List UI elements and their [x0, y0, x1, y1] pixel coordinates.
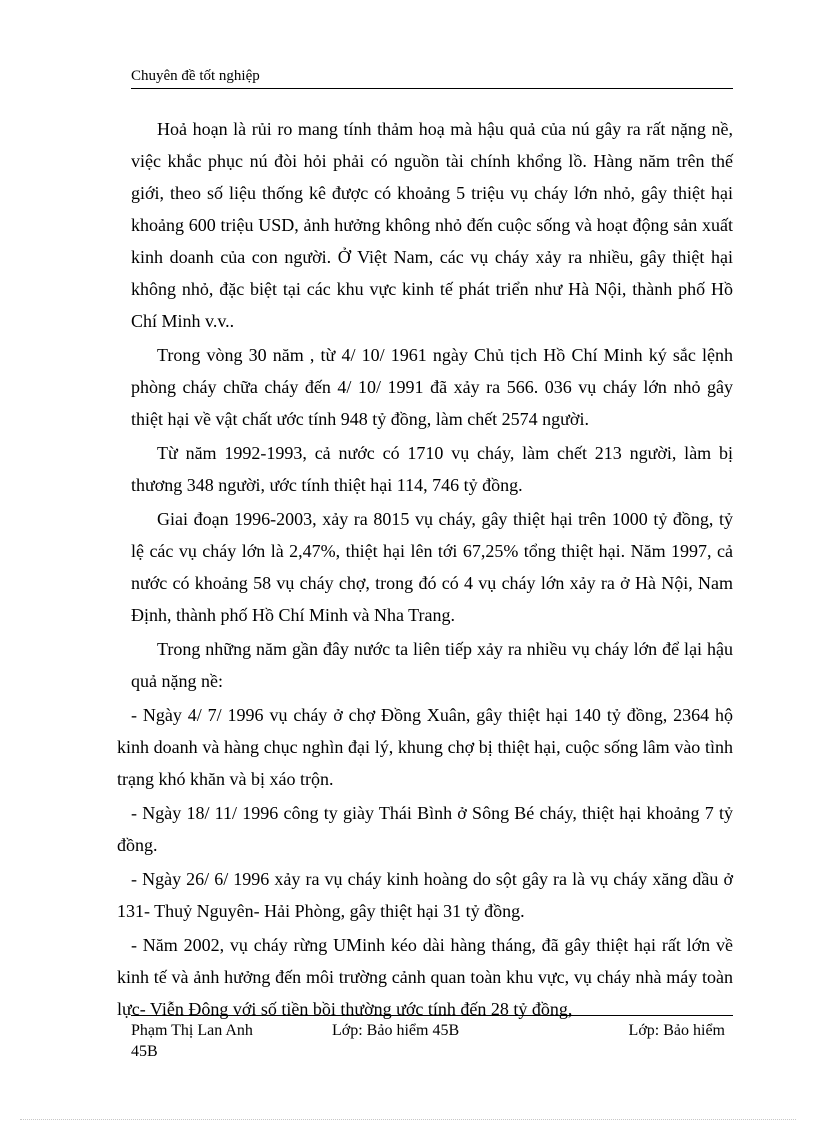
header-title: Chuyên đề tốt nghiệp: [131, 68, 260, 84]
page-boundary: [20, 1119, 796, 1120]
footer-class-continued: 45B: [131, 1043, 158, 1060]
paragraph: Giai đoạn 1996-2003, xảy ra 8015 vụ cháy, gây thiệt hại trên 1000 tỷ đồng, tỷ lệ các vụ cháy lớn là 2,47%, thiệt hại lên tới 67,25% tổng thiệt hại. Năm 1997, cả nước có khoảng 58 vụ cháy chợ, trong đó có 4 vụ cháy lớn xảy ra ở Hà Nội, Nam Định, thành phố Hồ Chí Minh và Nha Trang.: [131, 509, 733, 625]
footer-class: Lớp: Bảo hiểm 45B: [332, 1022, 460, 1039]
list-item: - Năm 2002, vụ cháy rừng UMinh kéo dài hàng tháng, đã gây thiệt hại rất lớn về kinh tế và ảnh hưởng đến môi trường cảnh quan toàn khu vực, vụ cháy nhà máy toàn lực- Viễn Đông với số tiền bồi thường ước tính đến 28 tỷ đồng,: [117, 935, 733, 1019]
list-item: - Ngày 4/ 7/ 1996 vụ cháy ở chợ Đồng Xuân, gây thiệt hại 140 tỷ đồng, 2364 hộ kinh doanh và hàng chục nghìn đại lý, khung chợ bị thiệt hại, cuộc sống lâm vào tình trạng khó khăn và bị xáo trộn.: [117, 705, 733, 789]
paragraph: Trong vòng 30 năm , từ 4/ 10/ 1961 ngày Chủ tịch Hồ Chí Minh ký sắc lệnh phòng cháy chữa cháy đến 4/ 10/ 1991 đã xảy ra 566. 036 vụ cháy lớn nhỏ gây thiệt hại về vật chất ước tính 948 tỷ đồng, làm chết 2574 người.: [131, 345, 733, 429]
paragraph: Trong những năm gần đây nước ta liên tiếp xảy ra nhiều vụ cháy lớn để lại hậu quả nặng nề:: [131, 639, 733, 691]
footer-row: [131, 1020, 733, 1041]
footer-author: Phạm Thị Lan Anh: [131, 1022, 253, 1039]
list-item: - Ngày 18/ 11/ 1996 công ty giày Thái Bình ở Sông Bé cháy, thiệt hại khoảng 7 tỷ đồng.: [117, 803, 733, 855]
footer-class-right: Lớp: Bảo hiểm: [628, 1022, 725, 1039]
page-footer: [131, 1015, 733, 1062]
page-header: [131, 64, 733, 89]
paragraph: Từ năm 1992-1993, cả nước có 1710 vụ cháy, làm chết 213 người, làm bị thương 348 người, ước tính thiệt hại 114, 746 tỷ đồng.: [131, 443, 733, 495]
document-body: [117, 113, 733, 1027]
paragraph: Hoả hoạn là rủi ro mang tính thảm hoạ mà hậu quả của nú gây ra rất nặng nề, việc khắc phục nú đòi hỏi phải có nguồn tài chính khổng lồ. Hàng năm trên thế giới, theo số liệu thống kê được có khoảng 5 triệu vụ cháy lớn nhỏ, gây thiệt hại khoảng 600 triệu USD, ảnh hưởng không nhỏ đến cuộc sống và hoạt động sản xuất kinh doanh của con người. Ở Việt Nam, các vụ cháy xảy ra nhiều, gây thiệt hại không nhỏ, đặc biệt tại các khu vực kinh tế phát triển như Hà Nội, thành phố Hồ Chí Minh v.v..: [131, 119, 733, 331]
list-item: - Ngày 26/ 6/ 1996 xảy ra vụ cháy kinh hoàng do sột gây ra là vụ cháy xăng dầu ở 131- Thuỷ Nguyên- Hải Phòng, gây thiệt hại 31 tỷ đồng.: [117, 869, 733, 921]
